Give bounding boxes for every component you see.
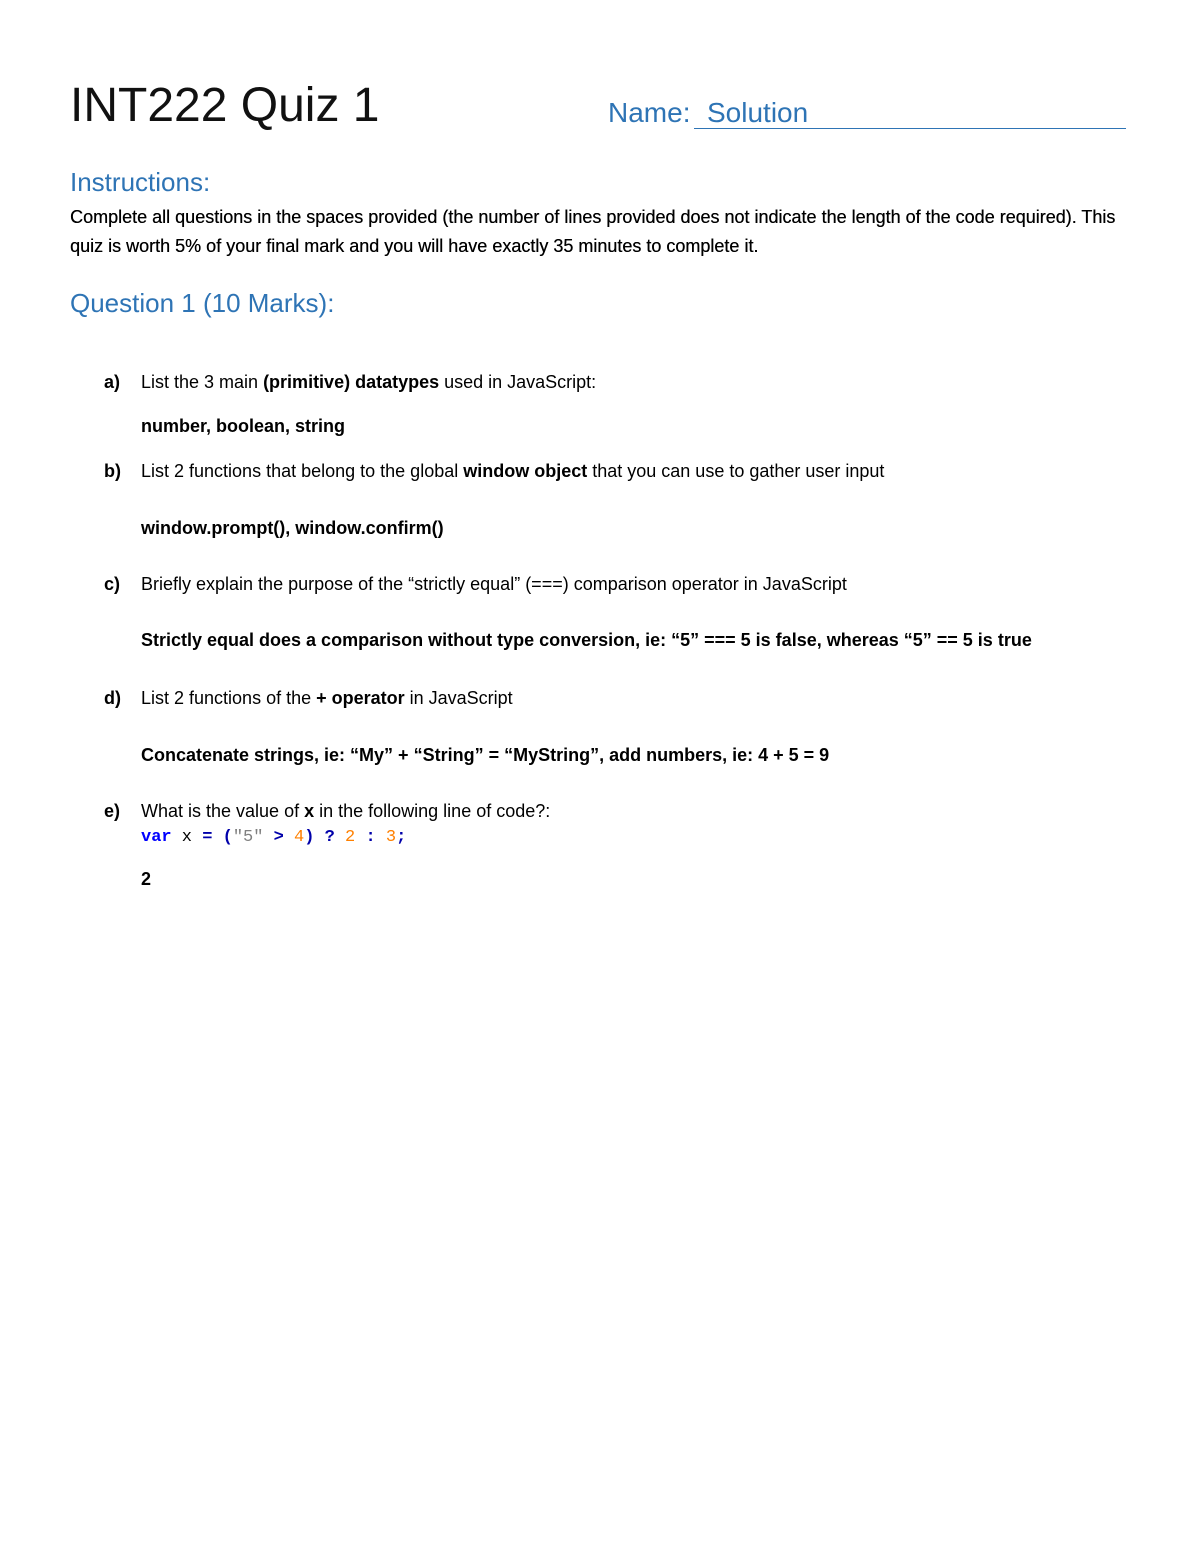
- name-underline: [694, 128, 1126, 129]
- instructions-heading: Instructions:: [70, 167, 211, 197]
- question-text-part: in JavaScript: [404, 688, 513, 708]
- question-text-part: What is the value of: [141, 801, 305, 821]
- code-string: "5": [232, 828, 264, 847]
- question-text: [141, 799, 550, 823]
- name-value: Solution: [707, 97, 809, 128]
- name-label: Name:: [608, 97, 691, 128]
- question-text-part: List the 3 main: [141, 372, 264, 392]
- question-text-part: in the following line of code?:: [314, 801, 551, 821]
- code-question-mark: ?: [324, 828, 335, 847]
- question-text-bold: x: [304, 801, 315, 821]
- question-letter: e): [104, 801, 121, 821]
- question-text-part: that you can use to gather user input: [587, 461, 885, 481]
- question-text-part: used in JavaScript:: [439, 372, 597, 392]
- question-text: [141, 459, 884, 483]
- answer-e: 2: [141, 869, 152, 889]
- question-text-bold: window object: [463, 461, 588, 481]
- question-text-bold: + operator: [316, 688, 405, 708]
- question-text: [141, 572, 847, 596]
- answer-b: window.prompt(), window.confirm(): [141, 518, 444, 538]
- code-assign: =: [202, 828, 213, 847]
- question-heading: Question 1 (10 Marks):: [70, 288, 335, 318]
- answer-a: number, boolean, string: [141, 416, 346, 436]
- code-keyword: var: [141, 828, 172, 847]
- name-field: [608, 96, 1126, 130]
- question-text-bold: (primitive) datatypes: [263, 372, 440, 392]
- code-variable: x: [171, 828, 203, 847]
- question-text: [141, 686, 513, 710]
- question-text-part: List 2 functions that belong to the global: [141, 461, 464, 481]
- question-letter: d): [104, 688, 121, 708]
- question-letter: c): [104, 574, 121, 594]
- answer-d: Concatenate strings, ie: “My” + “String” = “MyString”, add numbers, ie: 4 + 5 = 9: [141, 745, 830, 765]
- code-open-paren: (: [212, 828, 233, 847]
- code-colon: :: [365, 828, 376, 847]
- question-text-part: List 2 functions of the: [141, 688, 317, 708]
- code-number: 2: [334, 828, 366, 847]
- answer-c: Strictly equal does a comparison without type conversion, ie: “5” === 5 is false, whereas “5” == 5 is true: [141, 630, 1032, 650]
- question-text: [141, 370, 596, 394]
- code-number: 3: [375, 828, 397, 847]
- code-number: 4: [294, 828, 305, 847]
- question-letter: a): [104, 372, 121, 392]
- question-letter: b): [104, 461, 121, 481]
- page-title: INT222 Quiz 1: [70, 79, 380, 132]
- code-greater-than: >: [263, 828, 295, 847]
- code-snippet: [141, 826, 406, 850]
- question-text-part: Briefly explain the purpose of the “strictly equal” (===) comparison operator in JavaScript: [141, 574, 847, 594]
- code-semicolon: ;: [396, 828, 407, 847]
- code-close-paren: ): [304, 828, 325, 847]
- instructions-text: Complete all questions in the spaces provided (the number of lines provided does not indicate the length of the code required). This quiz is worth 5% of your final mark and you will have exactly 35 minutes to complete it.: [70, 207, 1116, 256]
